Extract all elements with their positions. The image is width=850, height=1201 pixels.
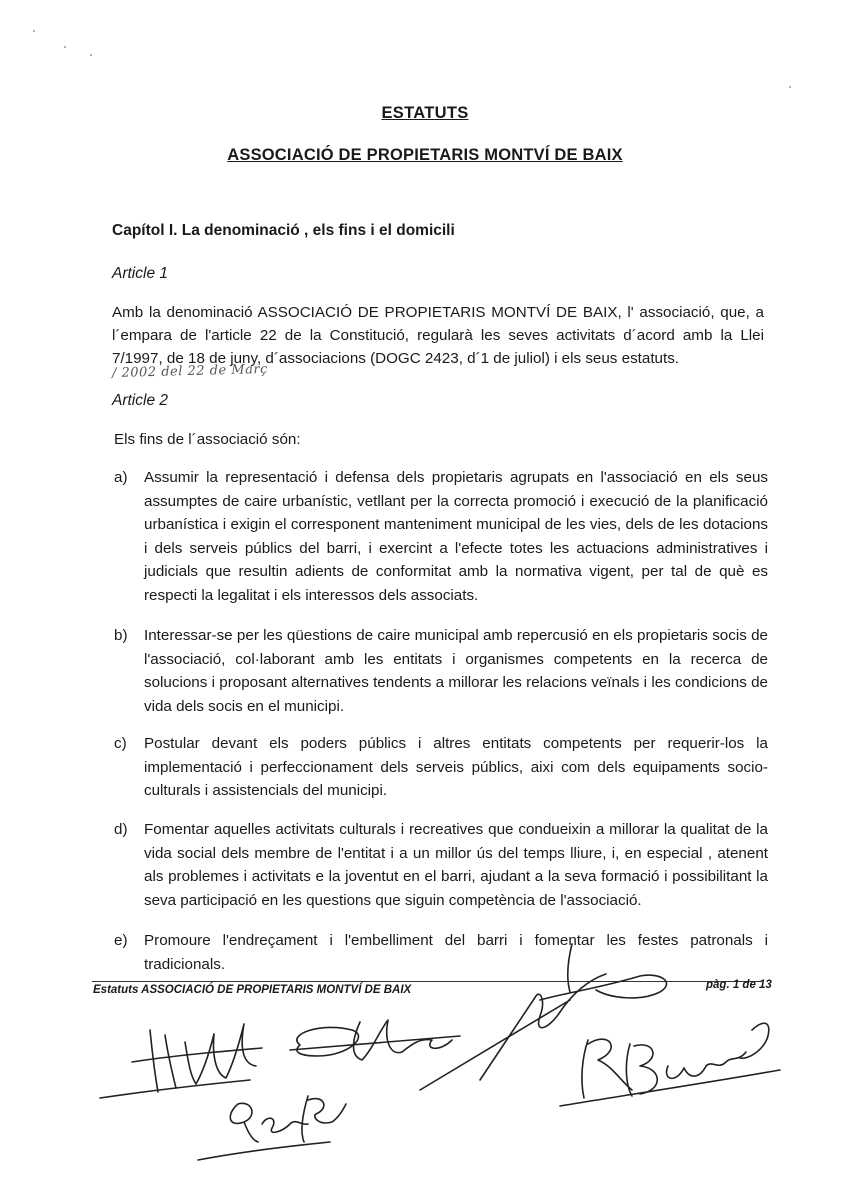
list-letter: b) [114,627,128,644]
footer-page-number: pàg. 1 de 13 [706,979,772,991]
list-item-c [114,732,768,804]
footer-document-name: Estatuts ASSOCIACIÓ DE PROPIETARIS MONTVÍ DE BAIX [93,984,412,996]
list-text: Fomentar aquelles activitats culturals i recreatives que condueixin a millorar la qualitat de la vida social dels membre de l'entitat i a un millor ús del temps lliure, i, en especial , atenent als problemes i activitats e la joventut en el barri, ajudant a la seva formació i possibilitant la seva participació en les questions que siguin competència de l'associació. [144,821,768,909]
handwritten-note: / 2002 del 22 de Març [111,361,269,382]
article-1-line-1: Amb la denominació ASSOCIACIÓ DE PROPIETARIS MONTVÍ DE BAIX, l' associació, que, a [112,304,764,321]
document-subtitle: ASSOCIACIÓ DE PROPIETARIS MONTVÍ DE BAIX [227,146,623,164]
list-text: Promoure l'endreçament i l'embelliment del barri i fomentar les festes patronals i tradicionals. [144,932,768,973]
list-letter: a) [114,469,128,486]
list-item-e [114,929,768,977]
list-item-d [114,818,768,914]
signature-1 [100,1024,262,1098]
scan-speck [90,54,92,56]
article-1-heading: Article 1 [112,265,168,282]
list-item-b [114,624,768,720]
list-item-a [114,466,768,608]
chapter-heading: Capítol I. La denominació , els fins i el domicili [112,222,455,239]
list-text: Postular devant els poders públics i altres entitats competents per requerir-los la implementació i perfeccionament dels serveis públics, aixi com dels equipaments socio-culturals i assistencials del municipi. [144,735,768,799]
list-letter: d) [114,821,128,838]
document-title: ESTATUTS [381,104,469,122]
list-letter: e) [114,932,128,949]
article-1-line-3: 7/1997, de 18 de juny, d´associacions (DOGC 2423, d´1 de juliol) i els seus estatuts. [112,350,680,367]
list-letter: c) [114,735,127,752]
signature-rosa-pont [198,1096,346,1160]
scan-speck [33,30,35,32]
article-2-intro: Els fins de l´associació són: [114,431,301,448]
article-1-line-2: l´empara de l'article 22 de la Constitució, regularà les seves activitats d´acord amb la Llei [112,327,764,344]
signature-bosanc [560,1023,780,1106]
scan-speck [64,46,66,48]
signature-santaella [290,1020,460,1060]
list-text: Interessar-se per les qüestions de caire municipal amb repercusió en els propietaris socis de l'associació, col·laborant amb les entitats i organismes competents en la recerca de solucions i proposant alternatives tendents a millorar les relacions veïnals i les condicions de vida dels socis en el municipi. [144,627,768,715]
footer-rule [92,981,762,982]
article-2-heading: Article 2 [112,392,168,409]
list-text: Assumir la representació i defensa dels propietaris agrupats en l'associació en els seus assumptes de caire urbanístic, vetllant per la correcta promoció i execució de la planificació urbanística i exigin el corresponent manteniment municipal de les vies, dels de les dotacions i dels serveis públics del barri, i exercint a l'efecte totes les actuacions administratives i judicials que resultin adients de conformitat amb la normativa vigent, per tal de què es respecti la legalitat i els interessos dels associats. [144,469,768,604]
scan-speck [789,86,791,88]
